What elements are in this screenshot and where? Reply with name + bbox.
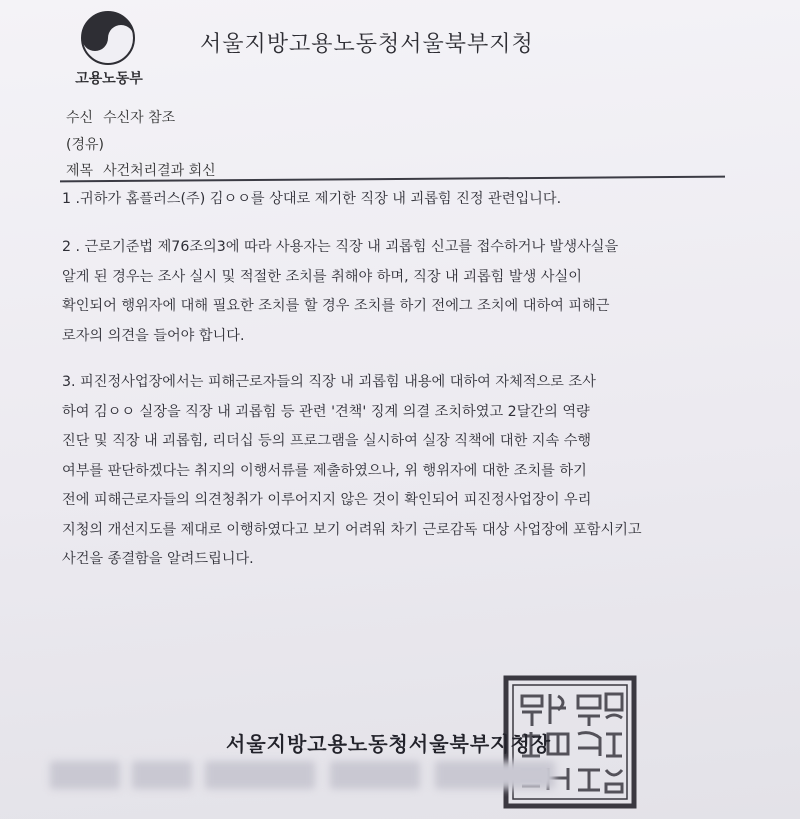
- paragraph-1: [62, 185, 742, 215]
- paragraph-line: 사건을 종결함을 알려드립니다.: [62, 551, 254, 567]
- document-header-title: 서울지방고용노동청서울북부지청: [200, 32, 534, 57]
- recipient-label: 수신: [66, 110, 94, 126]
- subject-line: [66, 160, 216, 180]
- paragraph-line: 진단 및 직장 내 괴롭힘, 리더십 등의 프로그램을 실시하여 실장 직책에 대한 지속 수행: [62, 433, 592, 449]
- paragraph-3: [62, 368, 742, 575]
- ministry-logo: [64, 8, 154, 88]
- paragraph-line: 하여 김ㅇㅇ 실장을 직장 내 괴롭힘 등 관련 '견책' 징계 의결 조치하였고 2달간의 역량: [62, 403, 590, 420]
- paragraph-2: [62, 233, 742, 351]
- subject-value: 사건처리결과 회신: [103, 163, 216, 179]
- subject-label: 제목: [66, 163, 94, 179]
- paragraph-line: 로자의 의견을 들어야 합니다.: [62, 327, 245, 344]
- paragraph-line: 여부를 판단하겠다는 취지의 이행서류를 제출하였으나, 위 행위자에 대한 조치를 하기: [62, 462, 587, 479]
- logo-label: 고용노동부: [75, 71, 143, 87]
- via-line: (경유): [66, 137, 104, 153]
- paragraph-line: 지청의 개선지도를 제대로 이행하였다고 보기 어려워 차기 근로감독 대상 사업장에 포함시키고: [62, 521, 642, 538]
- taegeuk-emblem-icon: [78, 8, 138, 68]
- recipient-value: 수신자 참조: [103, 110, 176, 126]
- paragraph-line: 2 . 근로기준법 제76조의3에 따라 사용자는 직장 내 괴롭힘 신고를 접수하거나 발생사실을: [62, 239, 619, 255]
- redacted-contact-info: [40, 761, 640, 791]
- recipient-line: [66, 107, 175, 127]
- paragraph-line: 알게 된 경우는 조사 실시 및 적절한 조치를 취해야 하며, 직장 내 괴롭힘 발생 사실이: [62, 268, 582, 285]
- paragraph-line: 1 .귀하가 홈플러스(주) 김ㅇㅇ를 상대로 제기한 직장 내 괴롭힘 진정 관련입니다.: [62, 191, 562, 207]
- paragraph-line: 3. 피진정사업장에서는 피해근로자들의 직장 내 괴롭힘 내용에 대하여 자체적으로 조사: [62, 374, 596, 390]
- paragraph-line: 전에 피해근로자들의 의견청취가 이루어지지 않은 것이 확인되어 피진정사업장이 우리: [62, 492, 592, 508]
- issuer-signature: 서울지방고용노동청서울북부지청장: [226, 732, 552, 756]
- paragraph-line: 확인되어 행위자에 대해 필요한 조치를 할 경우 조치를 하기 전에그 조치에 대하여 피해근: [62, 298, 610, 314]
